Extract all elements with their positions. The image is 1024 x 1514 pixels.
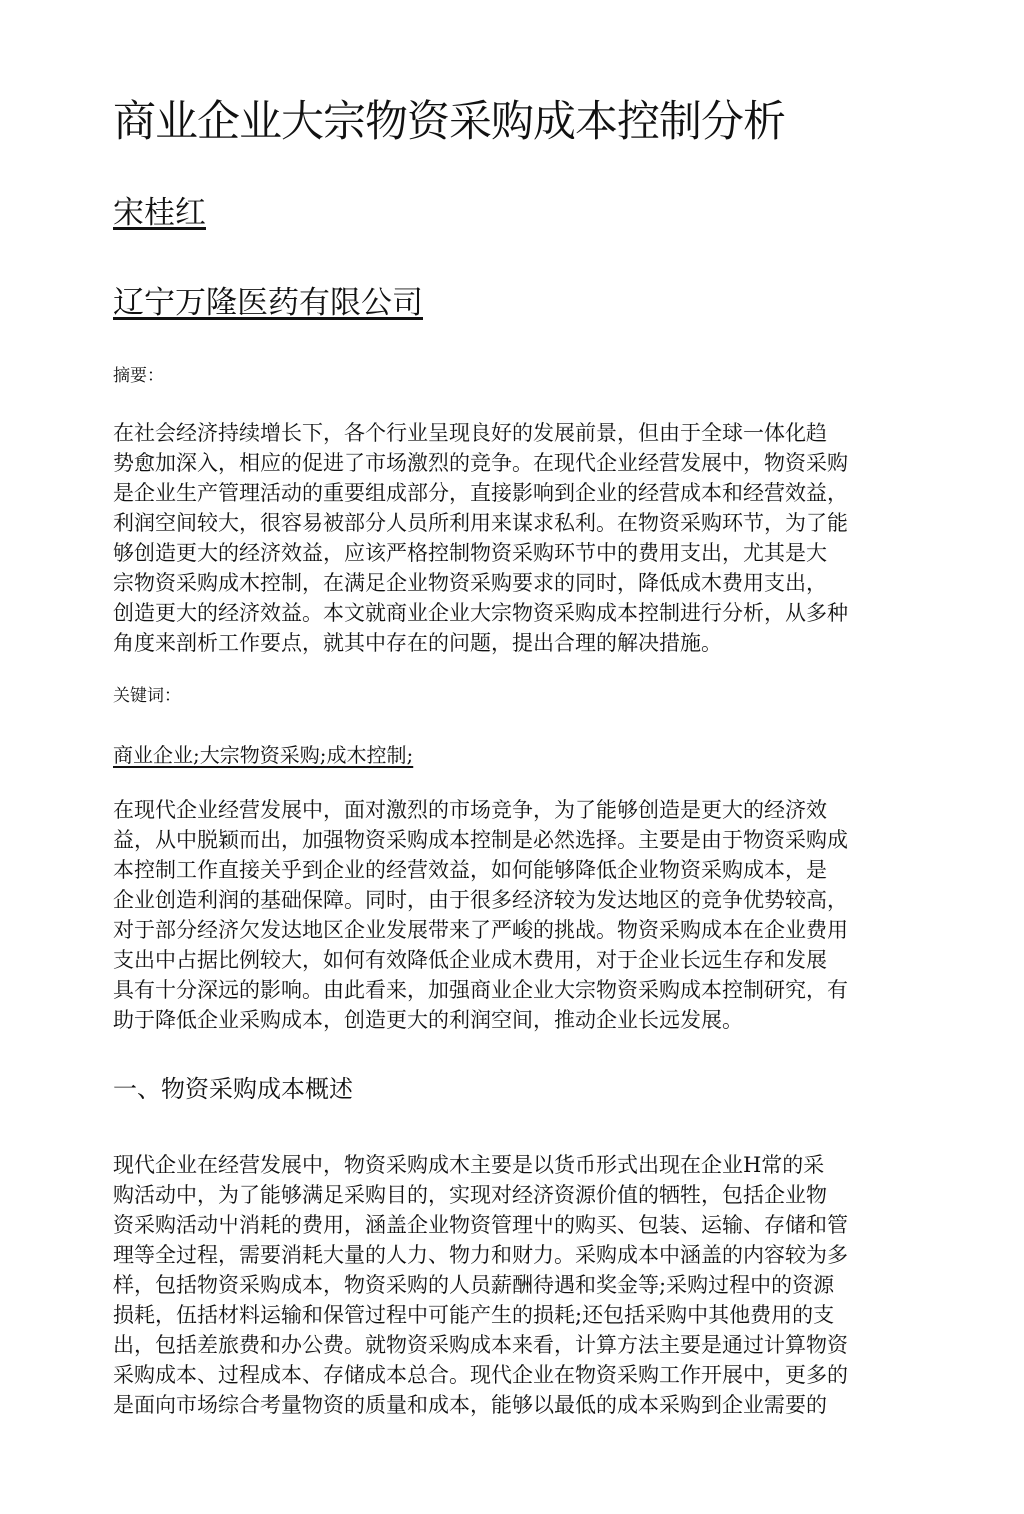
- abstract-line: 势愈加深入，相应的促进了市场激烈的竞争。在现代企业经营发展中，物资采购: [113, 451, 848, 475]
- intro-line: 在现代企业经营发展中，面对激烈的市场竞争，为了能够创造是更大的经济效: [113, 798, 827, 822]
- section-line: 理等全过程，需要消耗大量的人力、物力和财力。采购成本中涵盖的内容较为多: [113, 1243, 848, 1267]
- intro-line: 对于部分经济欠发达地区企业发展带来了严峻的挑战。物资采购成本在企业费用: [113, 918, 848, 942]
- abstract-line: 在社会经济持续增长下，各个行业呈现良好的发展前景，但由于全球一体化趋: [113, 421, 827, 445]
- section-line: 采购成本、过程成本、存储成本总合。现代企业在物资采购工作开展中，更多的: [113, 1363, 848, 1387]
- intro-line: 助于降低企业采购成本，创造更大的利润空间，推动企业长远发展。: [113, 1008, 743, 1032]
- intro-line: 支出中占据比例较大，如何有效降低企业成木费用，对于企业长远生存和发展: [113, 948, 827, 972]
- section-line: 样，包括物资采购成本，物资采购的人员薪酬待遇和奖金等;采购过程中的资源: [113, 1273, 835, 1297]
- abstract-line: 角度来剖析工作要点，就其中存在的问题，提出合理的解决措施。: [113, 631, 722, 655]
- intro-line: 企业创造利润的基础保障。同时，由于很多经济较为发达地区的竞争优势较高，: [113, 888, 848, 912]
- abstract-label: 摘要：: [113, 366, 164, 386]
- section-line: 是面向市场综合考量物资的质量和成本，能够以最低的成本采购到企业需要的: [113, 1393, 827, 1417]
- intro-paragraph: [113, 795, 903, 1035]
- author-name[interactable]: 宋桂红: [113, 195, 206, 231]
- paper-title: 商业企业大宗物资采购成本控制分析: [113, 97, 785, 147]
- section-line: 损耗，伍括材料运输和保管过程中可能产生的损耗;还包括采购中其他费用的支: [113, 1303, 835, 1327]
- author-affiliation[interactable]: 辽宁万隆医药有限公司: [113, 285, 423, 321]
- abstract-line: 是企业生产管理活动的重要组成部分，直接影响到企业的经营成本和经营效益，: [113, 481, 848, 505]
- abstract-line: 够创造更大的经济效益，应该严格控制物资采购环节中的费用支出，尤其是大: [113, 541, 827, 565]
- intro-line: 本控制工作直接关乎到企业的经营效益，如何能够降低企业物资采购成本，是: [113, 858, 827, 882]
- section-line: 出，包括差旅费和办公费。就物资采购成本来看，计算方法主要是通过计算物资: [113, 1333, 848, 1357]
- abstract-line: 利润空间较大，很容易被部分人员所利用来谋求私利。在物资采购环节，为了能: [113, 511, 848, 535]
- keywords-links[interactable]: 商业企业;大宗物资采购;成木控制;: [113, 743, 414, 767]
- section-line: 现代企业在经营发展中，物资采购成木主要是以货币形式出现在企业H常的采: [113, 1153, 825, 1177]
- section-line: 购活动中，为了能够满足采购目的，实现对经济资源价值的牺牲，包括企业物: [113, 1183, 827, 1207]
- abstract-line: 创造更大的经济效益。本文就商业企业大宗物资采购成本控制进行分析，从多种: [113, 601, 848, 625]
- abstract-line: 宗物资采购成木控制，在满足企业物资采购要求的同时，降低成木费用支出，: [113, 571, 827, 595]
- section-heading: 一、物资采购成本概述: [113, 1075, 353, 1103]
- intro-line: 益，从中脱颖而出，加强物资采购成本控制是必然选择。主要是由于物资采购成: [113, 828, 848, 852]
- section-line: 资采购活动屮消耗的费用，涵盖企业物资管理屮的购买、包装、运输、存储和管: [113, 1213, 848, 1237]
- intro-line: 具有十分深远的影响。由此看来，加强商业企业大宗物资采购成本控制研究，有: [113, 978, 848, 1002]
- abstract-body: [113, 418, 903, 658]
- section-paragraph: [113, 1150, 903, 1420]
- keywords-label: 关键词：: [113, 686, 181, 706]
